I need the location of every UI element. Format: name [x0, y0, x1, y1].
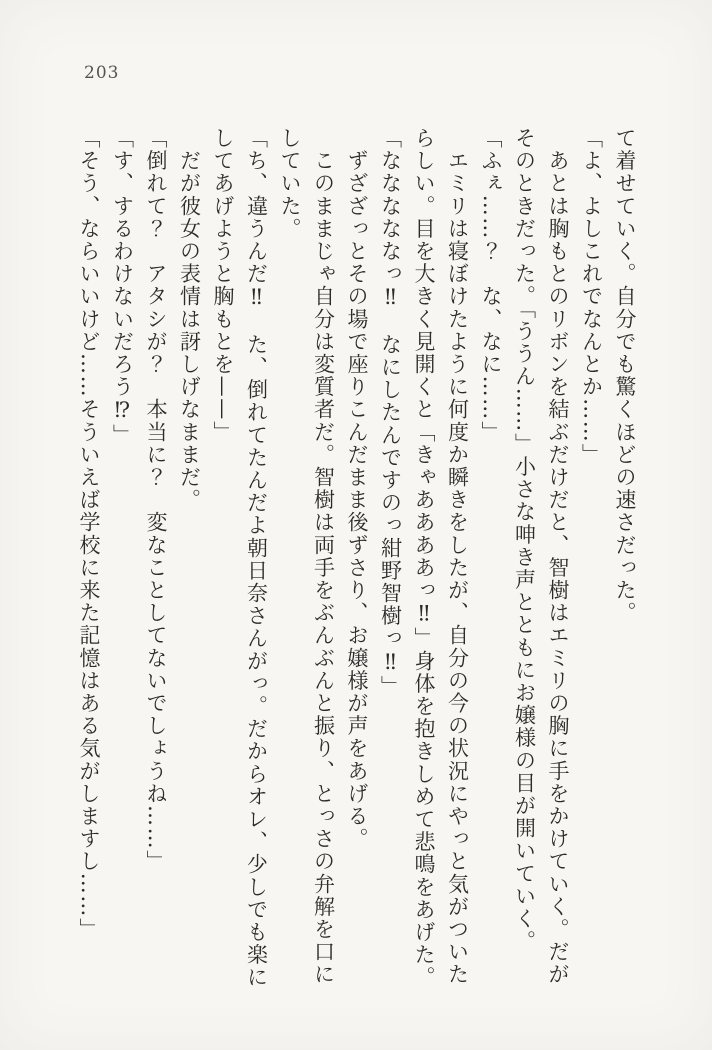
text-line: 「よ、よしこれでなんとか……」 [579, 127, 604, 466]
body-text [72, 127, 642, 999]
text-line: 「ち、違うんだ‼ た、倒れてたんだよ朝日奈さんがっ。だからオレ、少しでも楽に [244, 127, 269, 989]
text-line: 「そう、ならいいけど……そういえば学校に来た記憶はある気がしますし……」 [77, 127, 101, 941]
text-line: 「倒れて？ アタシが？ 本当に？ 変なことしてないでしょうね……」 [144, 127, 168, 873]
text-line: らしい。目を大きく見開くと「きゃああああっ‼」身体を抱きしめて悲鳴をあげた。 [412, 127, 436, 989]
text-line: て着せていく。自分でも驚くほどの速さだった。 [613, 127, 637, 625]
text-line: していた。 [278, 127, 302, 240]
text-line: してあげようと胸もとを——」 [211, 127, 235, 444]
text-line: そのときだった。「ううん……」小さな呻き声とともにお嬢様の目が開いていく。 [512, 127, 537, 953]
text-line: 「ふぇ……？ な、なに……」 [479, 127, 503, 444]
text-line: あとは胸もとのリボンを結ぶだけだと、智樹はエミリの胸に手をかけていく。だが [546, 127, 570, 986]
text-line: ずざざっとその場で座りこんだまま後ずさり、お嬢様が声をあげる。 [345, 127, 369, 851]
text-line: エミリは寝ぼけたように何度か瞬きをしたが、自分の今の状況にやっと気がついた [445, 127, 470, 986]
text-line: 「す、するわけないだろう⁉」 [110, 127, 135, 447]
text-line: 「なななななっ‼ なにしたんですのっ紺野智樹っ‼」 [378, 127, 403, 698]
page-number: 203 [84, 63, 120, 83]
text-line: このままじゃ自分は変質者だ。智樹は両手をぶんぶんと振り、とっさの弁解を口に [311, 127, 336, 986]
text-line: だが彼女の表情は訝しげなままだ。 [177, 127, 202, 512]
